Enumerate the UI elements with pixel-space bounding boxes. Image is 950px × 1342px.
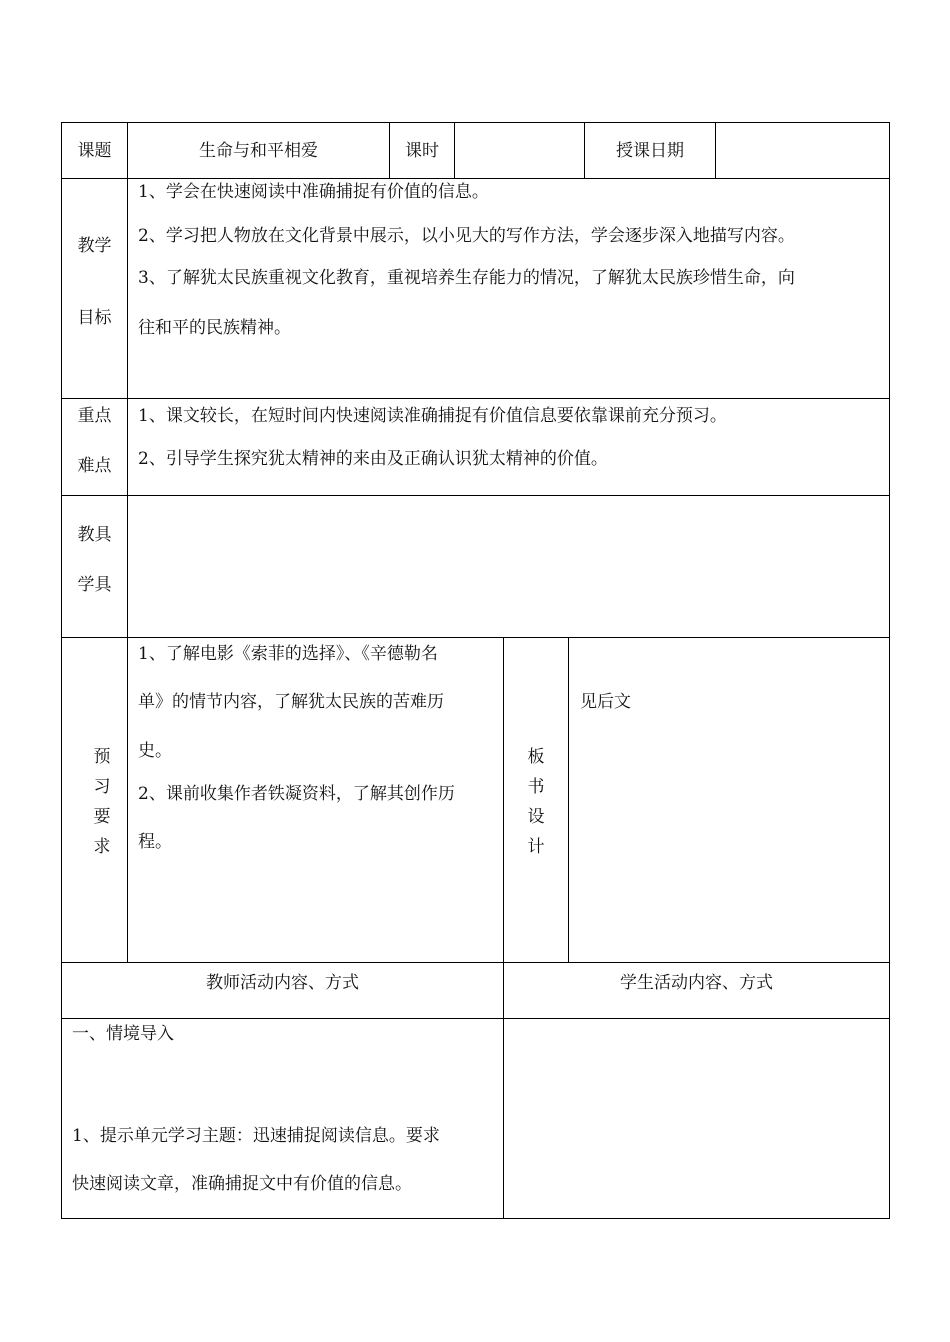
section-title: 一、情境导入: [72, 1024, 174, 1044]
tools-label-2: 学具: [77, 575, 112, 595]
grid-line: [61, 398, 890, 399]
grid-line: [61, 122, 890, 123]
board-label-char: 书: [527, 777, 545, 797]
key-points-line: 2、引导学生探究犹太精神的来由及正确认识犹太精神的价值。: [138, 449, 608, 469]
board-label-char: 设: [527, 807, 545, 827]
preview-label-char: 预: [93, 747, 111, 767]
objectives-line: 3、了解犹太民族重视文化教育，重视培养生存能力的情况，了解犹太民族珍惜生命，向: [138, 268, 795, 288]
objectives-line: 1、学会在快速阅读中准确捕捉有价值的信息。: [138, 182, 489, 202]
teacher-activity-line: 1、提示单元学习主题：迅速捕捉阅读信息。要求: [72, 1126, 440, 1146]
preview-line: 1、了解电影《索菲的选择》、《辛德勒名: [138, 644, 438, 664]
grid-line: [889, 122, 890, 1219]
objectives-label-2: 目标: [77, 308, 112, 328]
grid-line: [61, 495, 890, 496]
grid-line: [715, 122, 716, 179]
topic-label: 课题: [77, 141, 112, 161]
preview-line: 单》的情节内容，了解犹太民族的苦难历: [138, 692, 444, 712]
grid-line: [61, 1218, 890, 1219]
board-label-char: 板: [527, 747, 545, 767]
student-activity-header: 学生活动内容、方式: [620, 973, 773, 993]
grid-line: [503, 637, 504, 1219]
objectives-label-1: 教学: [77, 236, 112, 256]
key-points-label-1: 重点: [77, 406, 112, 426]
grid-line: [61, 962, 890, 963]
preview-label-char: 习: [93, 777, 111, 797]
preview-label-char: 求: [93, 837, 111, 857]
grid-line: [61, 1018, 890, 1019]
preview-line: 程。: [138, 832, 172, 852]
tools-label-1: 教具: [77, 525, 112, 545]
preview-line: 史。: [138, 741, 172, 761]
grid-line: [61, 122, 62, 1219]
grid-line: [61, 178, 890, 179]
grid-line: [454, 122, 455, 179]
board-content: 见后文: [580, 692, 631, 712]
grid-line: [568, 637, 569, 963]
objectives-line: 2、学习把人物放在文化背景中展示，以小见大的写作方法，学会逐步深入地描写内容。: [138, 226, 795, 246]
period-label: 课时: [405, 141, 439, 161]
preview-label-char: 要: [93, 807, 111, 827]
objectives-line: 往和平的民族精神。: [138, 318, 291, 338]
board-label-char: 计: [527, 837, 545, 857]
date-label: 授课日期: [616, 141, 684, 161]
topic-value: 生命与和平相爱: [199, 141, 318, 161]
preview-line: 2、课前收集作者铁凝资料，了解其创作历: [138, 784, 455, 804]
teacher-activity-line: 快速阅读文章，准确捕捉文中有价值的信息。: [72, 1174, 412, 1194]
teacher-activity-header: 教师活动内容、方式: [206, 973, 359, 993]
key-points-label-2: 难点: [77, 456, 112, 476]
grid-line: [61, 637, 890, 638]
key-points-line: 1、课文较长，在短时间内快速阅读准确捕捉有价值信息要依靠课前充分预习。: [138, 406, 727, 426]
